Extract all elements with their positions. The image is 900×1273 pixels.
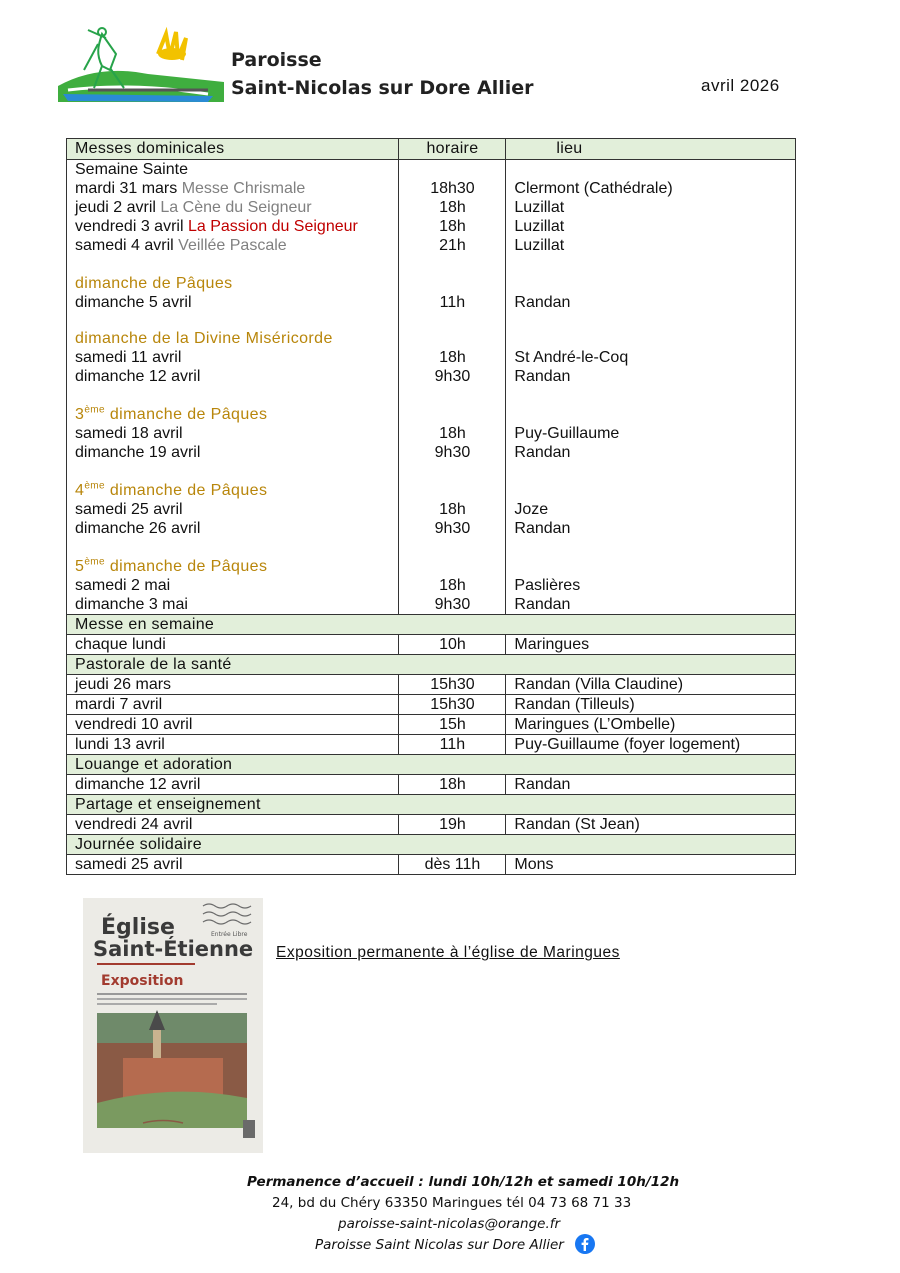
facebook-icon[interactable]	[575, 1234, 595, 1254]
sunday-masses-block	[67, 160, 796, 615]
sunday-times-cell: 18h30 18h 18h 21h 11h 18h 9h30 18h 9h30 18h 9h30 18h 9h30	[399, 160, 506, 615]
footer-address: 24, bd du Chéry 63350 Maringues tél 04 73 68 71 33	[272, 1195, 632, 1211]
list-item: dimanche 26 avril	[75, 520, 201, 537]
section-row-partage: Partage et enseignement	[67, 795, 796, 815]
footer-email[interactable]: paroisse-saint-nicolas@orange.fr	[338, 1216, 561, 1232]
section-row-semaine: Messe en semaine	[67, 615, 796, 635]
list-item: samedi 18 avril	[75, 425, 183, 442]
section-title: dimanche de Pâques	[75, 275, 233, 292]
poster-title-2: Saint-Étienne	[93, 937, 254, 961]
table-row: jeudi 26 mars 15h30 Randan (Villa Claudine)	[67, 675, 796, 695]
list-item: dimanche 19 avril	[75, 444, 201, 461]
list-item: samedi 4 avril Veillée Pascale	[75, 237, 287, 254]
table-row: dimanche 12 avril 18h Randan	[67, 775, 796, 795]
list-item: dimanche 3 mai	[75, 596, 188, 613]
holy-week-title: Semaine Sainte	[75, 161, 188, 178]
sunday-dates-cell	[67, 160, 399, 615]
section-title: dimanche de la Divine Miséricorde	[75, 330, 333, 347]
section-title: 5ème dimanche de Pâques	[75, 556, 268, 575]
parish-name-line1: Paroisse	[231, 49, 322, 71]
poster-subtitle: Exposition	[101, 973, 184, 989]
poster-tag: Entrée Libre	[211, 931, 248, 938]
table-header-row	[67, 139, 796, 160]
parish-name-line2: Saint-Nicolas sur Dore Allier	[231, 77, 534, 99]
parish-name	[231, 46, 534, 102]
list-item: samedi 25 avril	[75, 501, 183, 518]
poster-title-1: Église	[101, 915, 175, 940]
schedule-table	[66, 138, 796, 875]
parish-logo	[58, 24, 224, 104]
month-label: avril 2026	[701, 76, 780, 95]
section-row-solidaire: Journée solidaire	[67, 835, 796, 855]
header-messes: Messes dominicales	[67, 139, 399, 160]
footer-facebook-name[interactable]: Paroisse Saint Nicolas sur Dore Allier	[315, 1237, 564, 1253]
section-title: 3ème dimanche de Pâques	[75, 404, 268, 423]
table-row: mardi 7 avril 15h30 Randan (Tilleuls)	[67, 695, 796, 715]
header-horaire: horaire	[399, 139, 506, 160]
section-row-sante: Pastorale de la santé	[67, 655, 796, 675]
list-item: samedi 2 mai	[75, 577, 171, 594]
list-item: mardi 31 mars Messe Chrismale	[75, 180, 306, 197]
list-item: vendredi 3 avril La Passion du Seigneur	[75, 218, 358, 235]
list-item: dimanche 12 avril	[75, 368, 201, 385]
table-row: lundi 13 avril 11h Puy-Guillaume (foyer logement)	[67, 735, 796, 755]
table-row: vendredi 24 avril 19h Randan (St Jean)	[67, 815, 796, 835]
section-title: 4ème dimanche de Pâques	[75, 480, 268, 499]
exhibition-caption[interactable]: Exposition permanente à l’église de Maringues	[276, 944, 620, 961]
table-row: samedi 25 avril dès 11h Mons	[67, 855, 796, 875]
header-lieu: lieu	[506, 139, 796, 160]
list-item: samedi 11 avril	[75, 349, 182, 366]
footer-hours: Permanence d’accueil : lundi 10h/12h et samedi 10h/12h	[247, 1174, 680, 1190]
table-row: chaque lundi 10h Maringues	[67, 635, 796, 655]
list-item: dimanche 5 avril	[75, 294, 192, 311]
section-row-louange: Louange et adoration	[67, 755, 796, 775]
sunday-places-cell: Clermont (Cathédrale) Luzillat Luzillat Luzillat Randan St André-le-Coq Randan Puy-Guillaume Randan Joze Randan Paslières Randan	[506, 160, 796, 615]
exhibition-poster	[83, 898, 263, 1153]
list-item: jeudi 2 avril La Cène du Seigneur	[75, 199, 312, 216]
table-row: vendredi 10 avril 15h Maringues (L’Ombelle)	[67, 715, 796, 735]
